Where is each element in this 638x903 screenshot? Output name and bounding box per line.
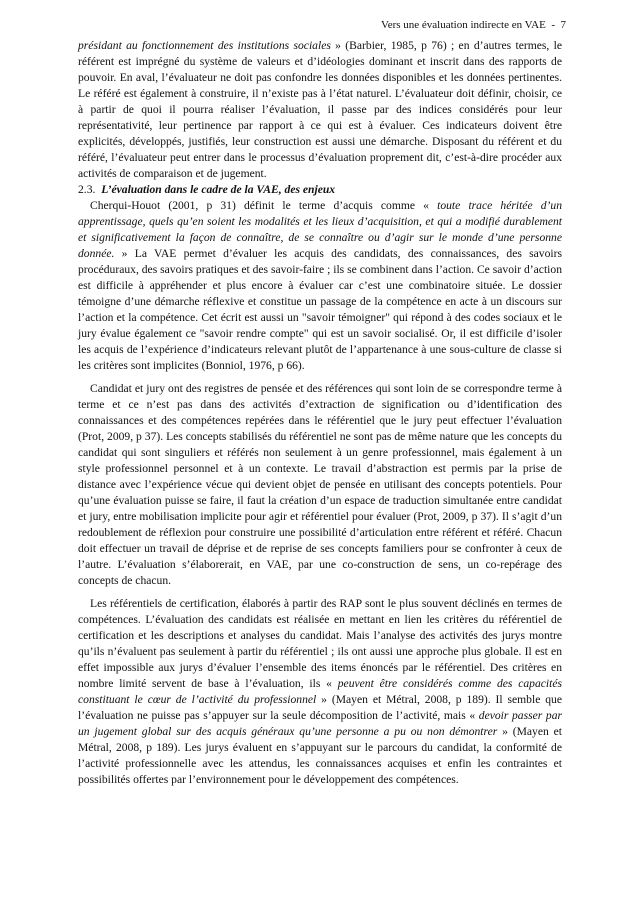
paragraph-text: Cherqui-Houot (2001, p 31) définit le terme d’acquis comme « [90, 199, 438, 212]
header-separator: - [551, 19, 555, 31]
paragraph-3 [78, 381, 562, 589]
section-title: L’évaluation dans le cadre de la VAE, des enjeux [101, 183, 336, 196]
paragraph-text: » (Barbier, 1985, p 76) ; en d’autres termes, le référent est imprégné du système de valeurs et d’idéologies dominant et inscrit dans des rapports de pouvoir. En aval, l’évaluateur ne doit pas confondre les données disponibles et les données pertinentes. Le référé est également à construire, il n’existe pas à l’état naturel. L’évaluateur doit définir, choisir, ce à partir de quoi il pourra réaliser l’évaluation, il passe par des indices considérés pour leur représentativité, leur pertinence par rapport à ce qui est à évaluer. Ces indicateurs doivent être explicités, développés, justifiés, leur construction est aussi une démarche. Disposant du référent et du référé, l’évaluateur peut entrer dans le processus d’évaluation proprement dit, c’est-à-dire procéder aux activités de comparaison et de jugement. [78, 39, 562, 180]
body-text [78, 38, 562, 788]
paragraph-text: » (Mayen et Métral, 2008, p 189). Il semble que l’évaluation ne puisse pas s’appuyer sur la seule décomposition de l’activité, mais « [78, 693, 562, 722]
quote-fragment: présidant au fonctionnement des institutions sociales [78, 39, 331, 52]
paragraph-text: » La VAE permet d’évaluer les acquis des candidats, des connaissances, des savoirs procéduraux, des savoirs pratiques et des savoir-faire ; ils se combinent dans l’action. Ce savoir d’action est difficile à appréhender et plus encore à évaluer car c’est une combinatoire située. Le dossier témoigne d’une démarche réflexive et constitue un passage de la compétence en acte à un discours sur l’action et la compétence. Cet écrit est aussi un "savoir témoigner" qui répond à des codes sociaux et le jury évalue également ce "savoir rendre compte" qui est un savoir socialisé. Or, il est difficile d’isoler les acquis de l’expérience d’indicateurs relevant plutôt de l’appartenance à une sous-culture de classe si les critères sont implicites (Bonniol, 1976, p 66). [78, 247, 562, 372]
page-number: 7 [560, 19, 566, 31]
quote-fragment: devoir passer par un jugement global sur des acquis généraux qu’une personne a pu ou non démontrer [78, 709, 563, 738]
paragraph-text: Candidat et jury ont des registres de pensée et des références qui sont loin de se correspondre terme à terme et ce n’est pas dans des activités d’extraction de signification ou d’identification des connaissances et des compétences repérées dans le référentiel que le jury peut effectuer l’évaluation (Prot, 2009, p 37). Les concepts stabilisés du référentiel ne sont pas de même nature que les concepts du candidat qui sont singuliers et référés non seulement à un genre professionnel, mais également à un style professionnel personnel et à un contexte. Le travail d’abstraction est permis par la prise de distance avec l’expérience vécue qui devient objet de pensée en utilisant des concepts potentiels. Pour qu’une évaluation puisse se faire, il faut la création d’un espace de traduction simultanée entre candidat et jury, entre mobilisation implicite pour agir et référentiel pour évaluer (Prot, 2009, p 37). Il s’agit d’un redoublement de réflexion pour construire une possibilité d’articulation entre référent et référé. Chacun doit effectuer un travail de déprise et de reprise de ses concepts familiers pour se confronter à ceux de l’autre. L’évaluation s’élaborerait, en VAE, par une co-construction de sens, un co-repérage des concepts de chacun. [78, 382, 562, 587]
paragraph-1 [78, 38, 562, 182]
quote-fragment: peuvent être considérés comme des capacités constituant le cœur de l’activité du professionnel [78, 677, 562, 706]
paragraph-4 [78, 596, 562, 788]
paragraph-text: Les référentiels de certification, élaborés à partir des RAP sont le plus souvent déclinés en termes de compétences. L’évaluation des candidats est réalisée en mettant en lien les critères du référentiel de certification et les descriptions et analyses du candidat. Mais l’analyse des activités des jurys montre qu’ils n’évaluent pas seulement à partir du référentiel ; ils ont aussi une approche plus globale. Il est en effet impossible aux jurys d’évaluer l’ensemble des items énoncés par le référentiel. Des critères en nombre limité servent de base à l’évaluation, ils « [78, 597, 562, 690]
section-number: 2.3. [78, 183, 96, 196]
quote-fragment: toute trace héritée d’un apprentissage, quels qu’en soient les modalités et les lieux d’acquisition, et qui a modifié durablement et significativement la façon de connaître, de se connaître ou d’agir sur le monde d’une personne donnée. [78, 199, 562, 260]
running-title: Vers une évaluation indirecte en VAE [380, 19, 546, 31]
section-heading [78, 182, 562, 198]
paragraph-2 [78, 198, 562, 374]
paragraph-text: » (Mayen et Métral, 2008, p 189). Les jurys évaluent en s’appuyant sur le parcours du candidat, la conformité de l’activité professionnelle avec les attendus, les connaissances acquises et enfin les contraintes et possibilités offertes par l’environnement pour le développement des compétences. [78, 725, 562, 786]
running-header [381, 19, 566, 32]
